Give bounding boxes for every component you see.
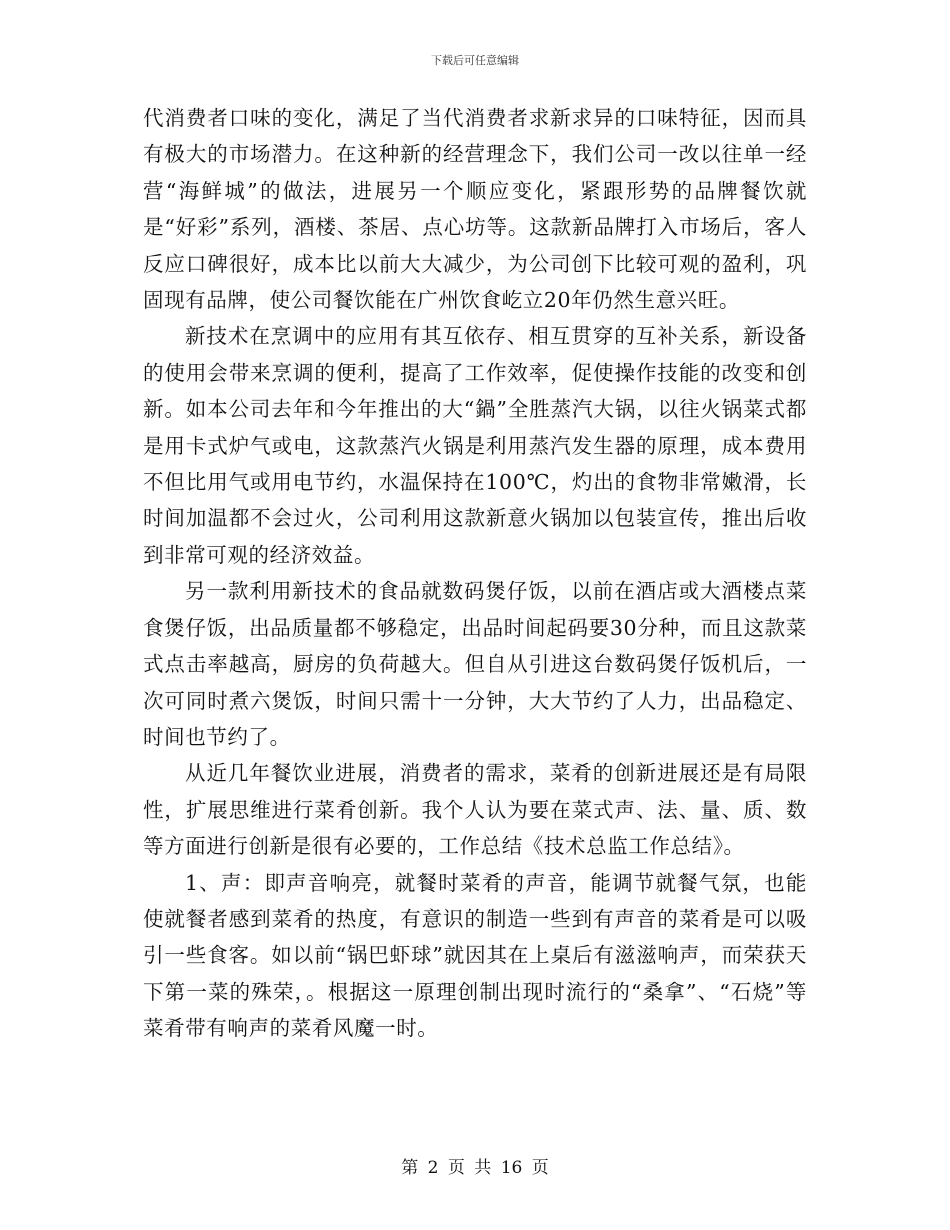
- page-header-note: 下载后可任意编辑: [431, 54, 519, 67]
- page-number-footer: 第 2 页 共 16 页: [401, 1158, 549, 1178]
- document-body: [143, 100, 807, 1047]
- paragraph-innovation-needs: 从近几年餐饮业进展，消费者的需求，菜肴的创新进展还是有局限性，扩展思维进行菜肴创新。我个人认为要在菜式声、法、量、质、数等方面进行创新是很有必要的，工作总结《技术总监工作总结》。: [143, 761, 807, 859]
- paragraph-new-technology: 新技术在烹调中的应用有其互依存、相互贯穿的互补关系，新设备的使用会带来烹调的便利，提高了工作效率，促使操作技能的改变和创新。如本公司去年和今年推出的大“鍋”全胜蒸汽大锅，以往火锅菜式都是用卡式炉气或电，这款蒸汽火锅是利用蒸汽发生器的原理，成本费用不但比用气或用电节约，水温保持在100℃，灼出的食物非常嫩滑，长时间加温都不会过火，公司利用这款新意火锅加以包装宣传，推出后收到非常可观的经济效益。: [143, 324, 807, 567]
- paragraph-continuation: 代消费者口味的变化，满足了当代消费者求新求异的口味特征，因而具有极大的市场潜力。在这种新的经营理念下，我们公司一改以往单一经营“海鲜城”的做法，进展另一个顺应变化，紧跟形势的品牌餐饮就是“好彩”系列，酒楼、茶居、点心坊等。这款新品牌打入市场后，客人反应口碑很好，成本比以前大大减少，为公司创下比较可观的盈利，巩固现有品牌，使公司餐饮能在广州饮食屹立20年仍然生意兴旺。: [143, 106, 807, 313]
- paragraph-digital-claypot-rice: 另一款利用新技术的食品就数码煲仔饭，以前在酒店或大酒楼点菜食煲仔饭，出品质量都不够稳定，出品时间起码要30分种，而且这款菜式点击率越高，厨房的负荷越大。但自从引进这台数码煲仔饭机后，一次可同时煮六煲饭，时间只需十一分钟，大大节约了人力，出品稳定、时间也节约了。: [143, 579, 807, 749]
- paragraph-sound-item: 1、声：即声音响亮，就餐时菜肴的声音，能调节就餐气氛，也能使就餐者感到菜肴的热度，有意识的制造一些到有声音的菜肴是可以吸引一些食客。如以前“锅巴虾球”就因其在上桌后有滋滋响声，而荣获天下第一菜的殊荣，。根据这一原理创制出现时流行的“桑拿”、“石烧”等菜肴带有响声的菜肴风魔一时。: [143, 870, 807, 1041]
